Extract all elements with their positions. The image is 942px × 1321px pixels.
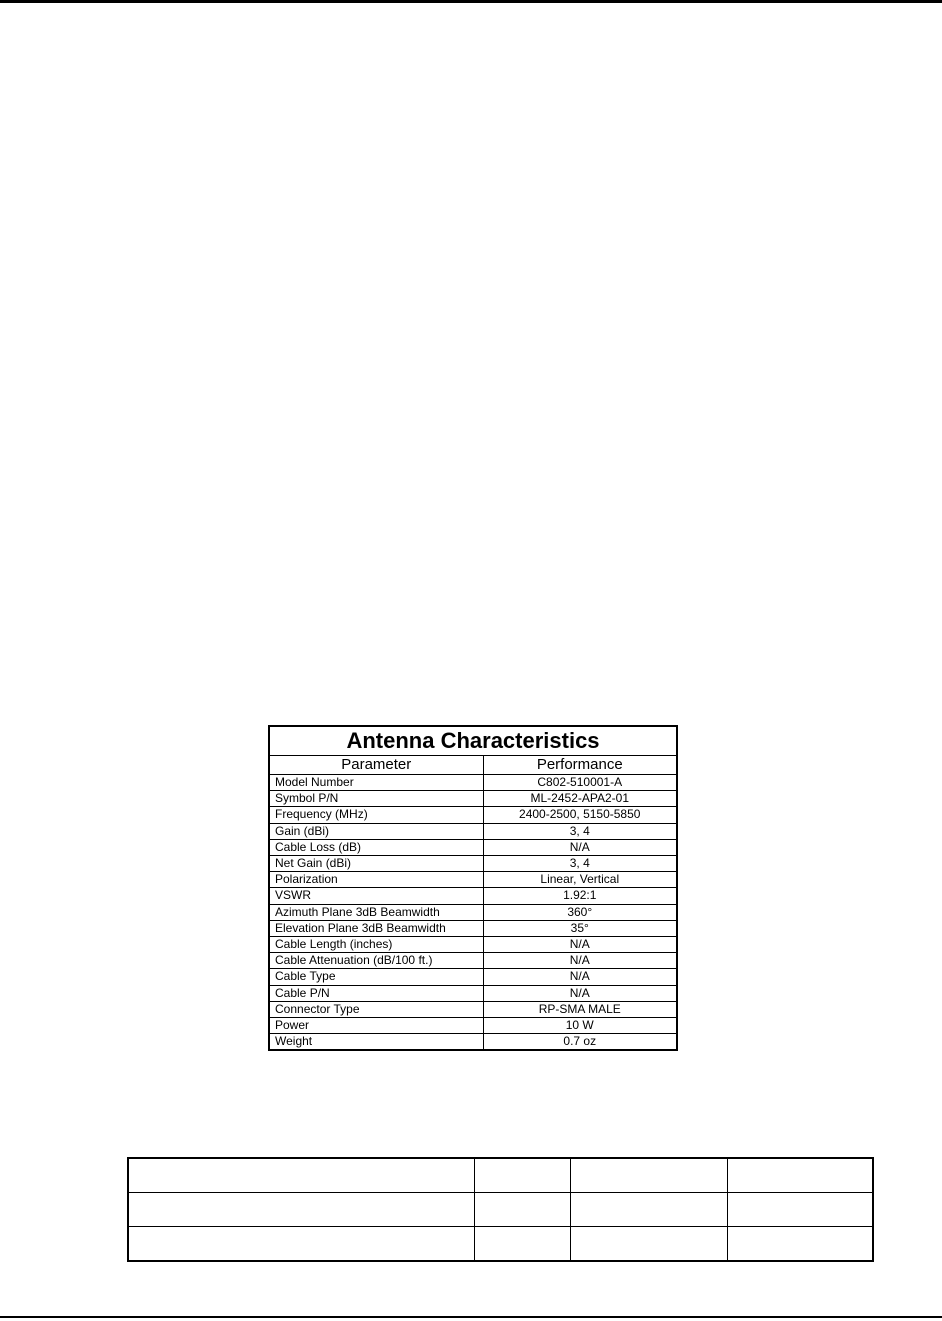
header-performance: Performance (483, 756, 677, 775)
empty-table-cell (474, 1158, 570, 1193)
parameter-cell: Frequency (MHz) (269, 807, 483, 823)
parameter-cell: Weight (269, 1034, 483, 1051)
parameter-cell: Cable Type (269, 969, 483, 985)
antenna-rows (269, 775, 677, 1051)
performance-cell: N/A (483, 985, 677, 1001)
parameter-cell: Cable P/N (269, 985, 483, 1001)
performance-cell: 3, 4 (483, 823, 677, 839)
empty-table-cell (128, 1227, 474, 1262)
performance-cell: N/A (483, 839, 677, 855)
performance-cell: 0.7 oz (483, 1034, 677, 1051)
table-row (269, 985, 677, 1001)
empty-table-cell (727, 1193, 873, 1227)
header-parameter: Parameter (269, 756, 483, 775)
table-row (269, 872, 677, 888)
empty-table-row (128, 1193, 873, 1227)
table-row (269, 839, 677, 855)
bottom-rule (0, 1316, 942, 1318)
parameter-cell: Connector Type (269, 1001, 483, 1017)
parameter-cell: Cable Attenuation (dB/100 ft.) (269, 953, 483, 969)
antenna-characteristics-table (268, 725, 678, 1051)
parameter-cell: VSWR (269, 888, 483, 904)
empty-table-cell (570, 1158, 727, 1193)
performance-cell: C802-510001-A (483, 775, 677, 791)
parameter-cell: Symbol P/N (269, 791, 483, 807)
table-row (269, 1001, 677, 1017)
performance-cell: 360° (483, 904, 677, 920)
performance-cell: RP-SMA MALE (483, 1001, 677, 1017)
table-title: Antenna Characteristics (269, 726, 677, 756)
table-row (269, 904, 677, 920)
performance-cell: 3, 4 (483, 856, 677, 872)
parameter-cell: Net Gain (dBi) (269, 856, 483, 872)
performance-cell: Linear, Vertical (483, 872, 677, 888)
performance-cell: ML-2452-APA2-01 (483, 791, 677, 807)
top-rule (0, 0, 942, 3)
empty-table-cell (474, 1227, 570, 1262)
performance-cell: 35° (483, 920, 677, 936)
table-row (269, 969, 677, 985)
table-row (269, 953, 677, 969)
empty-table-row (128, 1227, 873, 1262)
table-row (269, 888, 677, 904)
performance-cell: N/A (483, 969, 677, 985)
parameter-cell: Cable Loss (dB) (269, 839, 483, 855)
table-row (269, 937, 677, 953)
empty-table-row (128, 1158, 873, 1193)
empty-table-cell (128, 1158, 474, 1193)
performance-cell: N/A (483, 937, 677, 953)
table-row (269, 823, 677, 839)
performance-cell: 2400-2500, 5150-5850 (483, 807, 677, 823)
performance-cell: 1.92:1 (483, 888, 677, 904)
empty-table-cell (727, 1227, 873, 1262)
empty-table-cell (128, 1193, 474, 1227)
table-row (269, 856, 677, 872)
empty-table-cell (727, 1158, 873, 1193)
parameter-cell: Polarization (269, 872, 483, 888)
parameter-cell: Azimuth Plane 3dB Beamwidth (269, 904, 483, 920)
performance-cell: 10 W (483, 1018, 677, 1034)
table-row (269, 791, 677, 807)
parameter-cell: Elevation Plane 3dB Beamwidth (269, 920, 483, 936)
empty-table-cell (474, 1193, 570, 1227)
parameter-cell: Model Number (269, 775, 483, 791)
table-row (269, 1018, 677, 1034)
performance-cell: N/A (483, 953, 677, 969)
empty-table-cell (570, 1227, 727, 1262)
empty-grid-rows (128, 1158, 873, 1261)
parameter-cell: Cable Length (inches) (269, 937, 483, 953)
table-row (269, 775, 677, 791)
empty-grid-table (127, 1157, 874, 1262)
parameter-cell: Gain (dBi) (269, 823, 483, 839)
parameter-cell: Power (269, 1018, 483, 1034)
table-row (269, 807, 677, 823)
table-row (269, 920, 677, 936)
table-row (269, 1034, 677, 1051)
empty-table-cell (570, 1193, 727, 1227)
